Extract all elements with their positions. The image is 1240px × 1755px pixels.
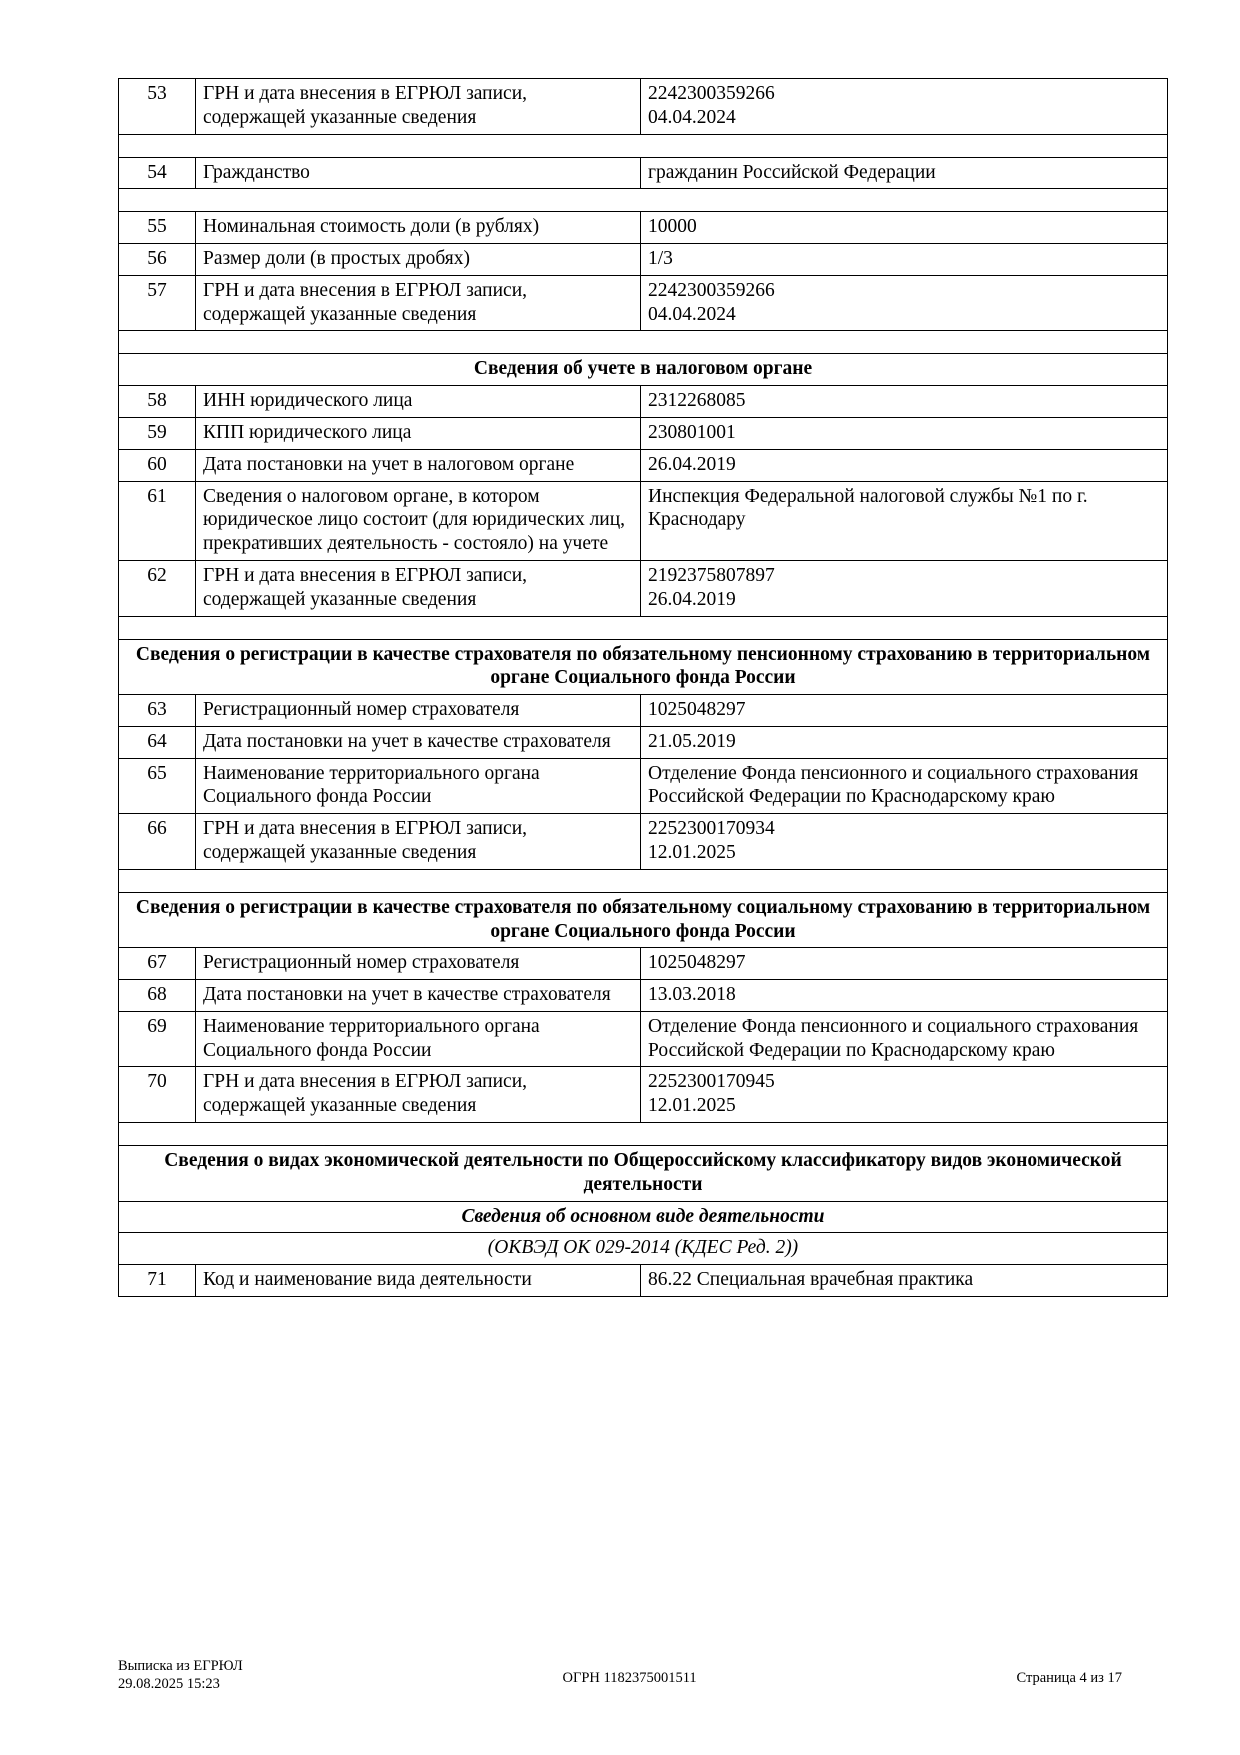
table-row <box>119 157 1168 189</box>
row-number: 71 <box>119 1265 196 1297</box>
row-value-line1: 1025048297 <box>648 699 746 721</box>
section-heading: Сведения об учете в налоговом органе <box>119 354 1168 386</box>
spacer-cell <box>119 134 1168 157</box>
footer-document-title: Выписка из ЕГРЮЛ <box>118 1657 243 1674</box>
table-row <box>119 980 1168 1012</box>
row-label: Дата постановки на учет в качестве страхователя <box>196 726 641 758</box>
row-value <box>641 157 1168 189</box>
table-section-row <box>119 354 1168 386</box>
section-heading: Сведения о регистрации в качестве страхователя по обязательному социальному страхованию в территориальном органе Социального фонда России <box>119 892 1168 948</box>
spacer-cell <box>119 616 1168 639</box>
table-section-row <box>119 1201 1168 1233</box>
row-number: 62 <box>119 560 196 616</box>
section-heading: (ОКВЭД ОК 029-2014 (КДЕС Ред. 2)) <box>119 1233 1168 1265</box>
row-label: Регистрационный номер страхователя <box>196 695 641 727</box>
table-row <box>119 481 1168 560</box>
row-value <box>641 244 1168 276</box>
row-value <box>641 948 1168 980</box>
table-row <box>119 1011 1168 1067</box>
row-label: ГРН и дата внесения в ЕГРЮЛ записи, содержащей указанные сведения <box>196 79 641 135</box>
table-row <box>119 814 1168 870</box>
row-number: 53 <box>119 79 196 135</box>
table-section-row <box>119 1233 1168 1265</box>
row-value-line1: гражданин Российской Федерации <box>648 161 936 183</box>
table-spacer-row <box>119 189 1168 212</box>
section-heading: Сведения о регистрации в качестве страхователя по обязательному пенсионному страхованию в территориальном органе Социального фонда России <box>119 639 1168 695</box>
row-label: ИНН юридического лица <box>196 386 641 418</box>
table-row <box>119 560 1168 616</box>
table-row <box>119 1265 1168 1297</box>
row-value <box>641 386 1168 418</box>
row-number: 59 <box>119 418 196 450</box>
table-section-row <box>119 892 1168 948</box>
spacer-cell <box>119 331 1168 354</box>
row-value-line1: 1025048297 <box>648 952 746 974</box>
row-value-line1: 21.05.2019 <box>648 730 736 752</box>
row-value <box>641 695 1168 727</box>
section-heading: Сведения о видах экономической деятельности по Общероссийскому классификатору видов экономической деятельности <box>119 1146 1168 1202</box>
spacer-cell <box>119 1123 1168 1146</box>
table-row <box>119 758 1168 814</box>
row-value-line1: 2242300359266 <box>648 279 775 301</box>
table-row <box>119 418 1168 450</box>
row-value-line1: 230801001 <box>648 422 736 444</box>
row-label: Номинальная стоимость доли (в рублях) <box>196 212 641 244</box>
footer-left <box>118 1657 243 1693</box>
row-label: ГРН и дата внесения в ЕГРЮЛ записи, содержащей указанные сведения <box>196 814 641 870</box>
table-row <box>119 948 1168 980</box>
footer-datetime: 29.08.2025 15:23 <box>118 1675 220 1692</box>
row-value <box>641 980 1168 1012</box>
spacer-cell <box>119 869 1168 892</box>
row-value <box>641 275 1168 331</box>
row-value-line1: 13.03.2018 <box>648 984 736 1006</box>
row-value-line1: 10000 <box>648 216 697 238</box>
row-label: Регистрационный номер страхователя <box>196 948 641 980</box>
row-value-line1: 86.22 Специальная врачебная практика <box>648 1269 974 1291</box>
row-number: 70 <box>119 1067 196 1123</box>
row-label: КПП юридического лица <box>196 418 641 450</box>
row-value-line1: 2252300170934 <box>648 818 775 840</box>
row-value-line1: 2252300170945 <box>648 1071 775 1093</box>
egrul-data-table <box>118 78 1168 1297</box>
row-label: Код и наименование вида деятельности <box>196 1265 641 1297</box>
row-number: 63 <box>119 695 196 727</box>
table-body <box>119 79 1168 1297</box>
row-label: Дата постановки на учет в качестве страхователя <box>196 980 641 1012</box>
row-value-line1: 2192375807897 <box>648 564 775 586</box>
table-spacer-row <box>119 134 1168 157</box>
table-spacer-row <box>119 1123 1168 1146</box>
table-row <box>119 212 1168 244</box>
table-spacer-row <box>119 869 1168 892</box>
row-number: 67 <box>119 948 196 980</box>
row-value-line2: 12.01.2025 <box>648 1095 736 1117</box>
section-heading: Сведения об основном виде деятельности <box>119 1201 1168 1233</box>
row-value-line2: 04.04.2024 <box>648 303 736 325</box>
row-value-line1: 2312268085 <box>648 390 746 412</box>
row-value <box>641 758 1168 814</box>
table-spacer-row <box>119 616 1168 639</box>
row-number: 65 <box>119 758 196 814</box>
page-footer <box>118 1657 1122 1693</box>
row-label: Дата постановки на учет в налоговом органе <box>196 449 641 481</box>
row-value <box>641 212 1168 244</box>
table-row <box>119 1067 1168 1123</box>
table-row <box>119 244 1168 276</box>
row-value <box>641 560 1168 616</box>
row-label: Наименование территориального органа Социального фонда России <box>196 758 641 814</box>
row-value-line2: 04.04.2024 <box>648 106 736 128</box>
row-number: 56 <box>119 244 196 276</box>
row-value <box>641 418 1168 450</box>
row-number: 69 <box>119 1011 196 1067</box>
row-label: Гражданство <box>196 157 641 189</box>
row-value <box>641 79 1168 135</box>
row-label: Размер доли (в простых дробях) <box>196 244 641 276</box>
table-section-row <box>119 639 1168 695</box>
row-value <box>641 814 1168 870</box>
row-value <box>641 1011 1168 1067</box>
table-row <box>119 726 1168 758</box>
row-number: 66 <box>119 814 196 870</box>
row-value-line2: 26.04.2019 <box>648 588 736 610</box>
row-number: 58 <box>119 386 196 418</box>
table-row <box>119 275 1168 331</box>
row-label: Сведения о налоговом органе, в котором юридическое лицо состоит (для юридических лиц, прекративших деятельность - состояло) на учете <box>196 481 641 560</box>
row-number: 64 <box>119 726 196 758</box>
row-value-line2: 12.01.2025 <box>648 841 736 863</box>
row-value-line1: Отделение Фонда пенсионного и социального страхования Российской Федерации по Краснодарскому краю <box>648 762 1139 808</box>
row-label: ГРН и дата внесения в ЕГРЮЛ записи, содержащей указанные сведения <box>196 560 641 616</box>
row-label: ГРН и дата внесения в ЕГРЮЛ записи, содержащей указанные сведения <box>196 275 641 331</box>
table-section-row <box>119 1146 1168 1202</box>
row-value-line1: Отделение Фонда пенсионного и социального страхования Российской Федерации по Краснодарскому краю <box>648 1015 1139 1061</box>
row-number: 57 <box>119 275 196 331</box>
row-value-line1: 1/3 <box>648 248 673 270</box>
row-number: 60 <box>119 449 196 481</box>
row-number: 54 <box>119 157 196 189</box>
table-row <box>119 695 1168 727</box>
row-label: ГРН и дата внесения в ЕГРЮЛ записи, содержащей указанные сведения <box>196 1067 641 1123</box>
row-value <box>641 481 1168 560</box>
table-row <box>119 386 1168 418</box>
table-spacer-row <box>119 331 1168 354</box>
row-value-line1: 2242300359266 <box>648 83 775 104</box>
row-number: 61 <box>119 481 196 560</box>
row-number: 55 <box>119 212 196 244</box>
row-value <box>641 449 1168 481</box>
row-label: Наименование территориального органа Социального фонда России <box>196 1011 641 1067</box>
table-row <box>119 449 1168 481</box>
row-number: 68 <box>119 980 196 1012</box>
row-value-line1: 26.04.2019 <box>648 453 736 475</box>
table-row <box>119 79 1168 135</box>
footer-page-number: Страница 4 из 17 <box>1016 1669 1122 1686</box>
spacer-cell <box>119 189 1168 212</box>
row-value <box>641 726 1168 758</box>
row-value <box>641 1067 1168 1123</box>
row-value <box>641 1265 1168 1297</box>
footer-ogrn: ОГРН 1182375001511 <box>562 1669 697 1686</box>
row-value-line1: Инспекция Федеральной налоговой службы №1 по г. Краснодару <box>648 485 1088 531</box>
